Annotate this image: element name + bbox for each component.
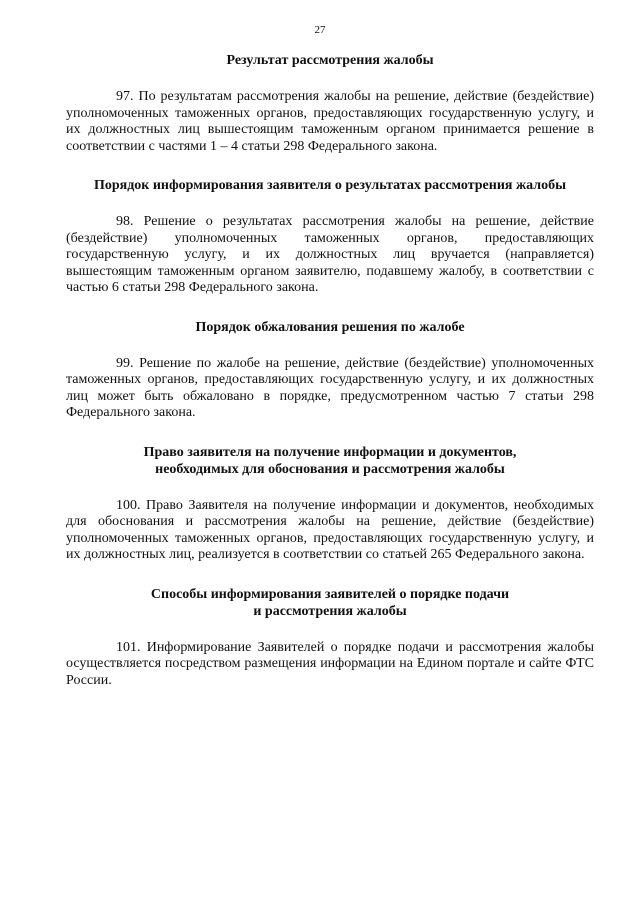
paragraph-101: 101. Информирование Заявителей о порядке подачи и рассмотрения жалобы осуществляется посредством размещения информации на Едином портале и сайте ФТС России. xyxy=(66,639,594,688)
heading-line: необходимых для обоснования и рассмотрения жалобы xyxy=(155,461,505,477)
section-heading xyxy=(66,177,594,194)
page-number: 27 xyxy=(314,24,326,36)
section-heading xyxy=(66,444,594,478)
paragraph-97: 97. По результатам рассмотрения жалобы на решение, действие (бездействие) уполномоченных таможенных органов, предоставляющих государственную услугу, и их должностных лиц вышестоящим таможенным органом принимается решение в соответствии с частями 1 – 4 статьи 298 Федерального закона. xyxy=(66,89,594,154)
heading-line: Результат рассмотрения жалобы xyxy=(226,53,434,68)
paragraph-100: 100. Право Заявителя на получение информации и документов, необходимых для обоснования и рассмотрения жалобы на решение, действие (бездействие) уполномоченных таможенных органов, предоставляющих государственную услугу, и их должностных лиц, реализуется в соответствии со статьей 265 Федерального закона. xyxy=(66,497,594,562)
heading-line: Порядок обжалования решения по жалобе xyxy=(195,319,465,335)
heading-line: Способы информирования заявителей о порядке подачи xyxy=(150,586,510,602)
section-heading xyxy=(66,319,594,336)
document-body xyxy=(66,52,594,689)
heading-line: Порядок информирования заявителя о результатах рассмотрения жалобы xyxy=(93,178,567,193)
heading-line: Право заявителя на получение информации и документов, xyxy=(143,444,517,460)
heading-line: и рассмотрения жалобы xyxy=(253,603,407,619)
paragraph-99: 99. Решение по жалобе на решение, действие (бездействие) уполномоченных таможенных органов, предоставляющих государственную услугу, и их должностных лиц может быть обжаловано в порядке, предусмотренном частью 7 статьи 298 Федерального закона. xyxy=(66,355,594,420)
section-heading xyxy=(66,52,594,69)
paragraph-98: 98. Решение о результатах рассмотрения жалобы на решение, действие (бездействие) уполномоченных таможенных органов, предоставляющих государственную услугу, и их должностных лиц вручается (направляется) вышестоящим таможенным органом заявителю, подавшему жалобу, в соответствии с частью 6 статьи 298 Федерального закона. xyxy=(66,214,594,295)
section-heading xyxy=(66,586,594,620)
